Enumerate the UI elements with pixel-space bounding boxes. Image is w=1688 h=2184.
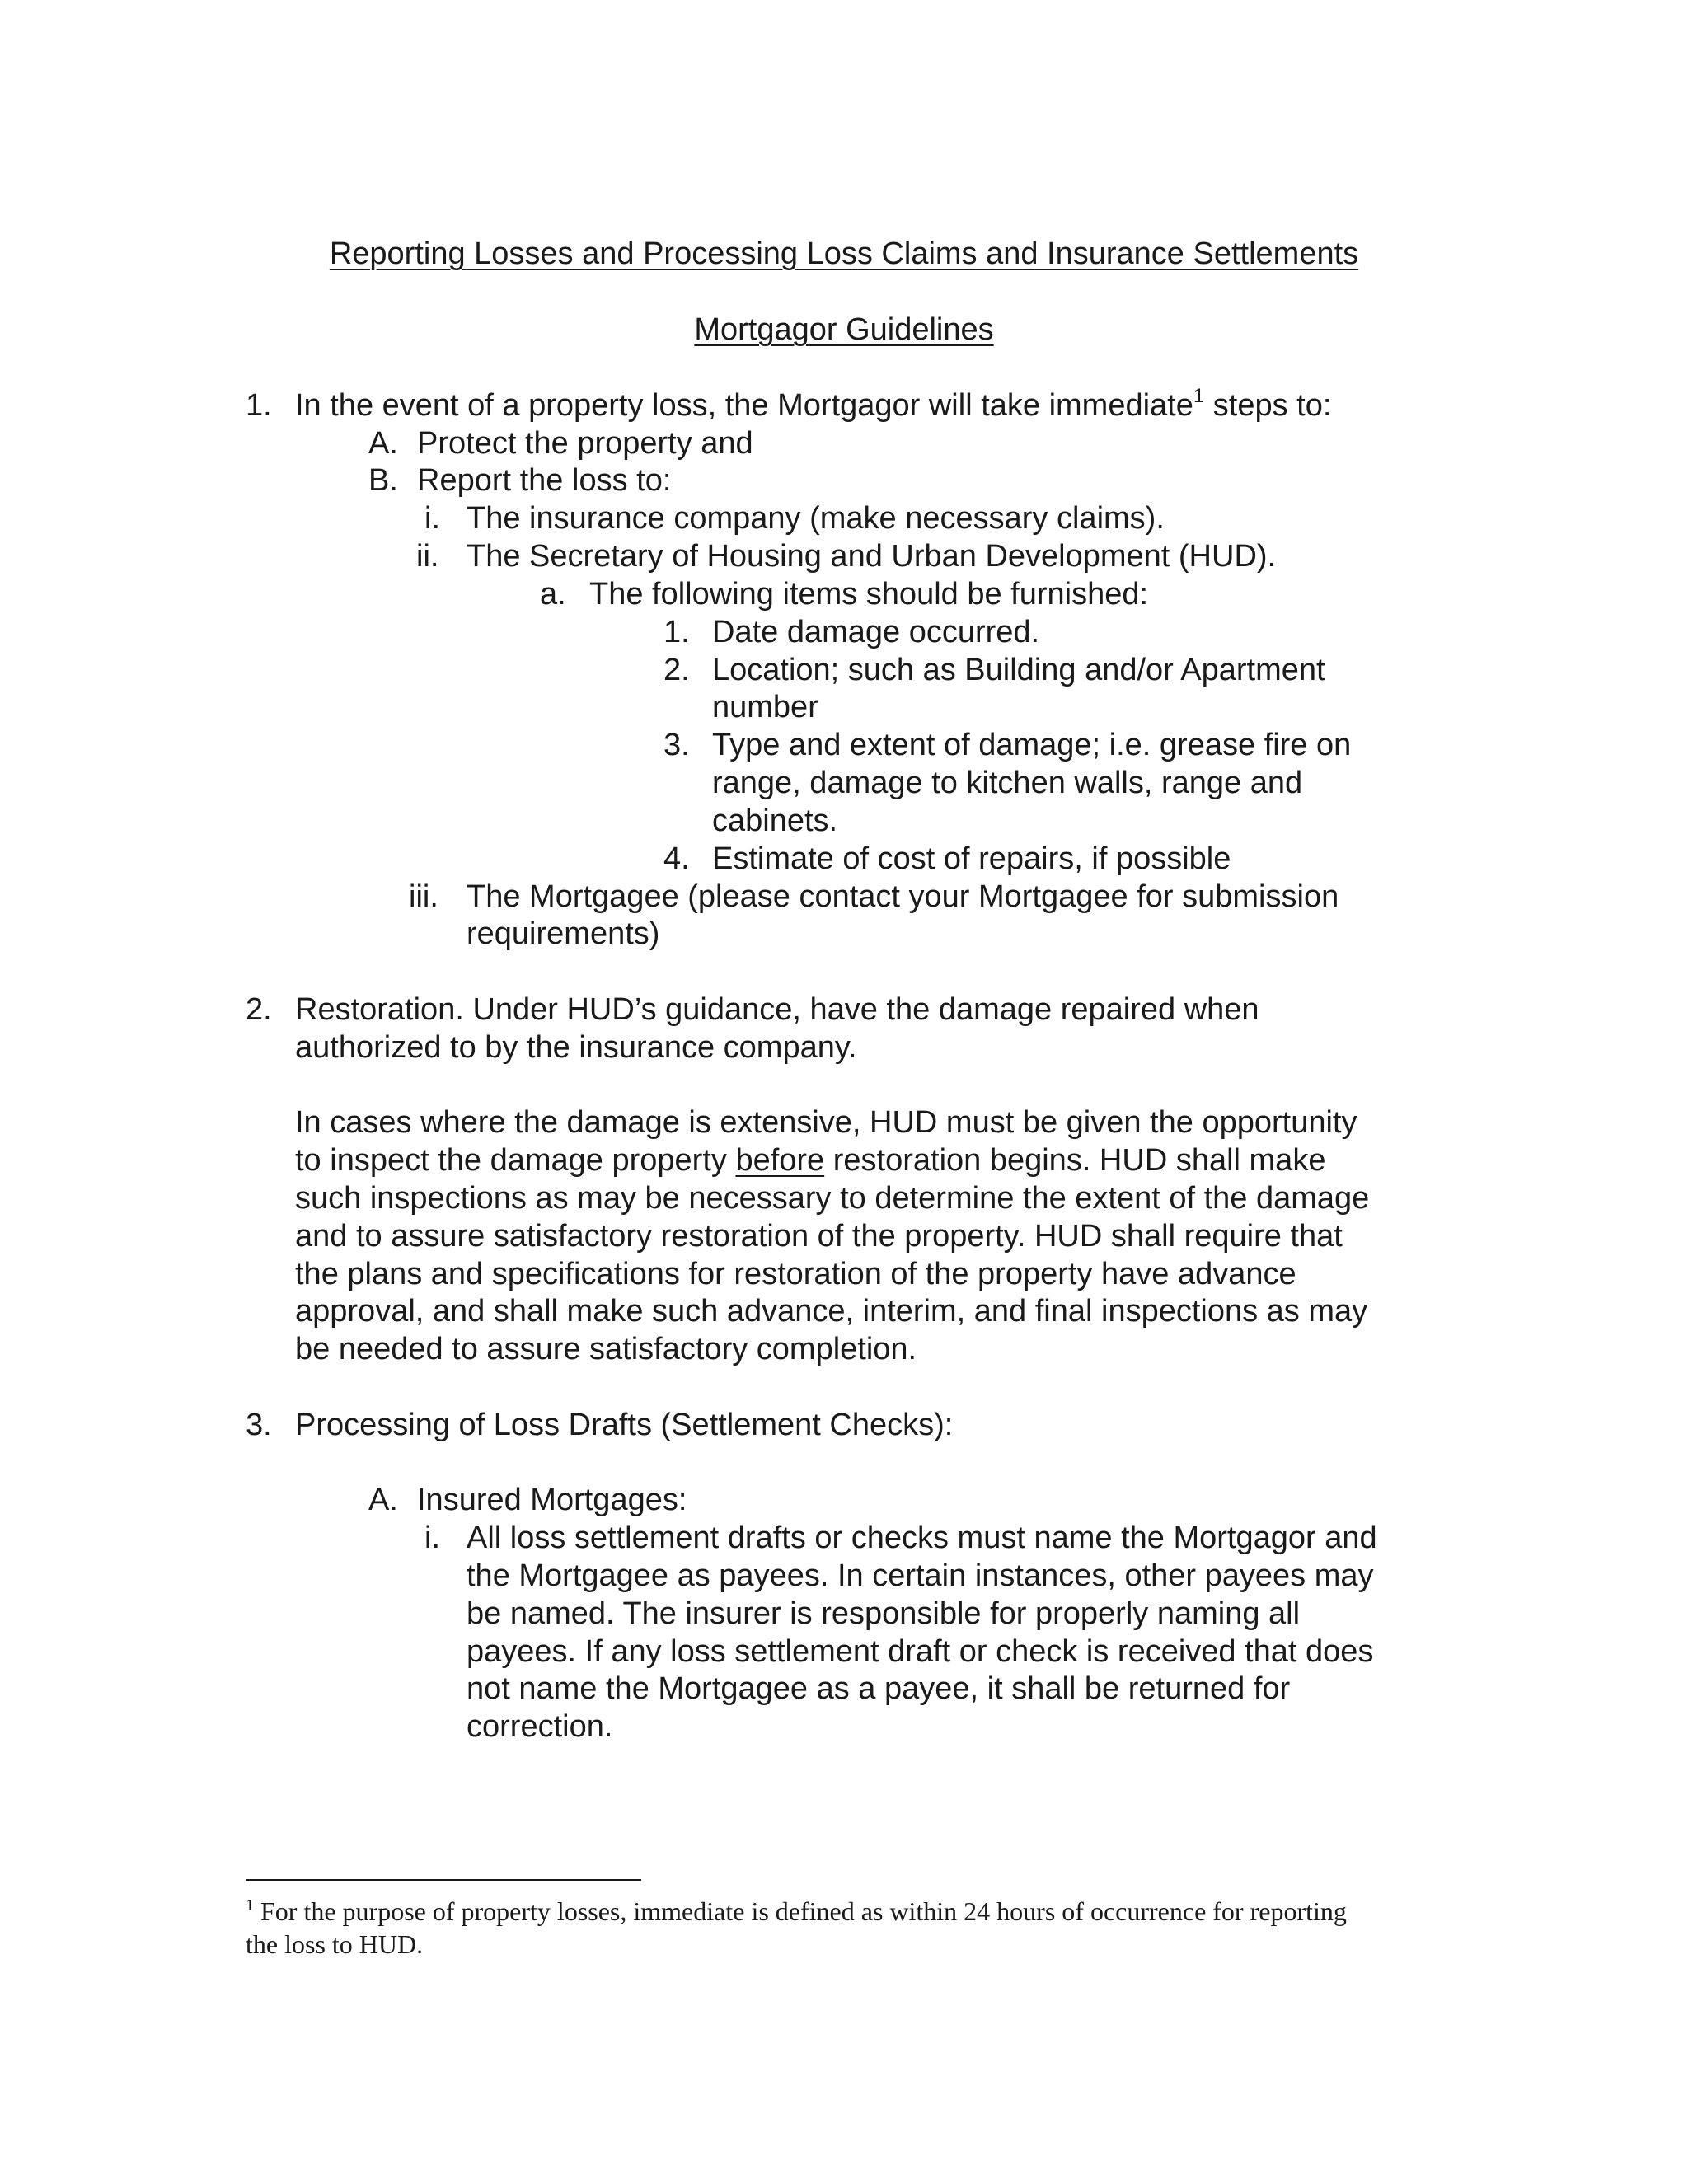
section-2-paragraph-line: [295, 1145, 1325, 1176]
item-3a-i-text: not name the Mortgagee as a payee, it shall be returned for: [467, 1671, 1291, 1706]
item-3a-i-text: All loss settlement drafts or checks must name the Mortgagor and: [467, 1521, 1377, 1555]
furnished-item-text: Estimate of cost of repairs, if possible: [712, 841, 1231, 876]
item-1b-iii-text: requirements): [467, 916, 660, 951]
furnished-item-number: 2.: [663, 653, 690, 687]
item-3a-label: A.: [368, 1483, 398, 1517]
section-2-paragraph-line: the plans and specifications for restoration of the property have advance: [295, 1257, 1296, 1291]
item-1b-iii-label: iii.: [409, 879, 438, 914]
section-2-paragraph-line: In cases where the damage is extensive, HUD must be given the opportunity: [295, 1105, 1357, 1140]
furnished-item-number: 4.: [663, 841, 690, 876]
section-3-heading: Processing of Loss Drafts (Settlement Checks):: [295, 1408, 954, 1442]
section-3-number: 3.: [246, 1408, 272, 1442]
item-1b-text: Report the loss to:: [417, 463, 672, 498]
item-3a-i-text: the Mortgagee as payees. In certain instances, other payees may: [467, 1558, 1374, 1593]
footnote-separator: [246, 1879, 641, 1881]
footnote-reference: 1: [1193, 385, 1205, 407]
section-1-intro-text: In the event of a property loss, the Mortgagor will take immediate: [295, 388, 1193, 423]
furnished-item-number: 3.: [663, 728, 690, 762]
section-1-intro: [295, 385, 1332, 423]
section-2-paragraph-line: approval, and shall make such advance, interim, and final inspections as may: [295, 1294, 1368, 1329]
footnote-line: the loss to HUD.: [246, 1929, 424, 1959]
furnished-item-text: Location; such as Building and/or Apartment: [712, 653, 1325, 687]
paragraph-text: restoration begins. HUD shall make: [824, 1143, 1326, 1178]
section-1-number: 1.: [246, 388, 272, 423]
item-1b-i-label: i.: [424, 501, 440, 536]
underlined-before: before: [735, 1143, 825, 1178]
item-1b-i-text: The insurance company (make necessary claims).: [467, 501, 1165, 536]
item-1b-ii-label: ii.: [416, 539, 439, 574]
footnote-marker: 1: [246, 1896, 254, 1915]
footnote-text: For the purpose of property losses, immediate is defined as within 24 hours of occurrence for reporting: [254, 1896, 1347, 1926]
section-2-paragraph-line: and to assure satisfactory restoration of the property. HUD shall require that: [295, 1219, 1343, 1254]
item-1b-iii-text: The Mortgagee (please contact your Mortgagee for submission: [467, 879, 1339, 914]
item-3a-i-label: i.: [424, 1521, 440, 1555]
furnished-item-text: number: [712, 690, 818, 724]
section-2-paragraph-line: such inspections as may be necessary to determine the extent of the damage: [295, 1181, 1370, 1216]
furnished-item-text: Date damage occurred.: [712, 615, 1040, 649]
section-2-text: Restoration. Under HUD’s guidance, have the damage repaired when: [295, 992, 1259, 1027]
document-title: Reporting Losses and Processing Loss Claims and Insurance Settlements: [329, 237, 1359, 271]
item-3a-i-text: correction.: [467, 1709, 613, 1744]
furnished-item-text: Type and extent of damage; i.e. grease fire on: [712, 728, 1352, 762]
item-3a-text: Insured Mortgages:: [417, 1483, 687, 1517]
item-1b-label: B.: [368, 463, 398, 498]
item-3a-i-text: payees. If any loss settlement draft or check is received that does: [467, 1634, 1374, 1669]
section-1-intro-tail: steps to:: [1204, 388, 1332, 423]
item-1b-ii-a-text: The following items should be furnished:: [589, 577, 1149, 612]
furnished-item-text: range, damage to kitchen walls, range and: [712, 766, 1303, 800]
section-2-text: authorized to by the insurance company.: [295, 1030, 857, 1065]
section-2-number: 2.: [246, 992, 272, 1027]
paragraph-text: to inspect the damage property: [295, 1143, 736, 1178]
document-subtitle: Mortgagor Guidelines: [694, 312, 994, 347]
item-1a-text: Protect the property and: [417, 426, 753, 461]
footnote-line: [246, 1898, 1347, 1924]
section-2-paragraph-line: be needed to assure satisfactory completion.: [295, 1332, 917, 1366]
item-3a-i-text: be named. The insurer is responsible for properly naming all: [467, 1596, 1301, 1631]
item-1b-ii-a-label: a.: [540, 577, 566, 612]
item-1a-label: A.: [368, 426, 398, 461]
furnished-item-number: 1.: [663, 615, 690, 649]
furnished-item-text: cabinets.: [712, 804, 838, 838]
item-1b-ii-text: The Secretary of Housing and Urban Development (HUD).: [467, 539, 1277, 574]
